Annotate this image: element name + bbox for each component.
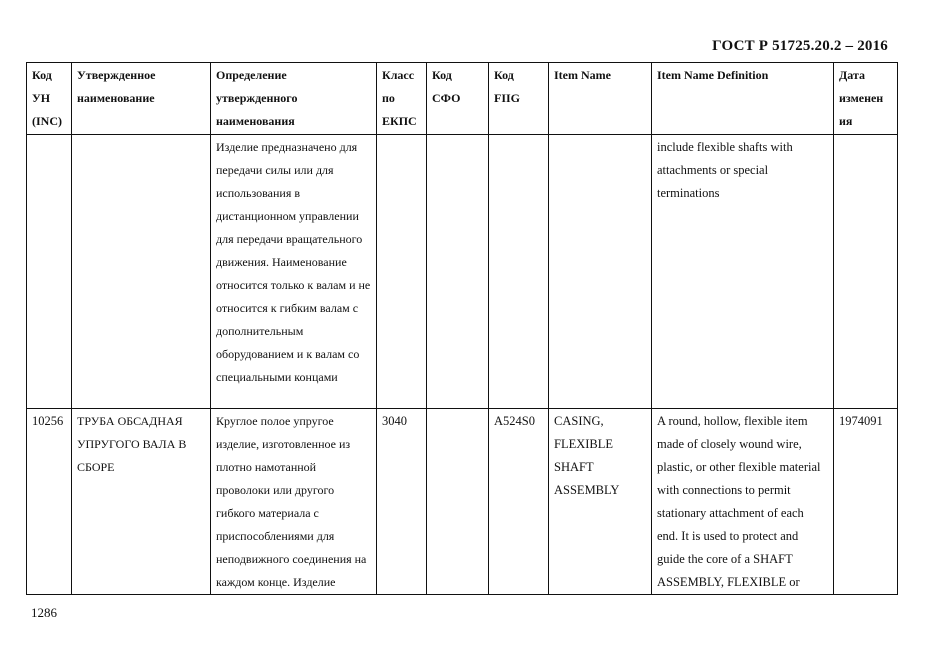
cell-item-name: CASING, FLEXIBLE SHAFT ASSEMBLY	[549, 409, 652, 595]
header-name-definition: Определение утвержденного наименования	[211, 63, 377, 135]
catalog-table	[26, 62, 898, 595]
cell-sfo	[427, 409, 489, 595]
cell-sfo	[427, 135, 489, 409]
header-ekps-class: Класс по ЕКПС	[377, 63, 427, 135]
header-item-name-definition: Item Name Definition	[652, 63, 834, 135]
header-fiig-code: Код FIIG	[489, 63, 549, 135]
header-sfo-code: Код СФО	[427, 63, 489, 135]
document-standard-title: ГОСТ Р 51725.20.2 – 2016	[712, 38, 888, 54]
cell-inc	[27, 135, 72, 409]
cell-date: 1974091	[834, 409, 898, 595]
header-change-date: Дата изменен ия	[834, 63, 898, 135]
table-header-row	[27, 63, 898, 135]
cell-item-definition: A round, hollow, flexible item made of closely wound wire, plastic, or other flexible material with connections to permit stationary attachment of each end. It is used to protect and guide the core of a SHAFT ASSEMBLY, FLEXIBLE or	[652, 409, 834, 595]
cell-definition: Круглое полое упругое изделие, изготовленное из плотно намотанной проволоки или другого гибкого материала с приспособлениями для неподвижного соединения на каждом конце. Изделие	[211, 409, 377, 595]
page-number: 1286	[31, 605, 57, 620]
cell-approved-name	[72, 135, 211, 409]
cell-class	[377, 135, 427, 409]
cell-item-name	[549, 135, 652, 409]
cell-fiig	[489, 135, 549, 409]
cell-fiig: A524S0	[489, 409, 549, 595]
table-row	[27, 409, 898, 595]
cell-inc: 10256	[27, 409, 72, 595]
header-inc-code: Код УН (INC)	[27, 63, 72, 135]
cell-item-definition: include flexible shafts with attachments or special terminations	[652, 135, 834, 409]
cell-class: 3040	[377, 409, 427, 595]
cell-definition: Изделие предназначено для передачи силы или для использования в дистанционном управлении для передачи вращательного движения. Наименование относится только к валам и не относится к гибким валам с дополнительным оборудованием и к валам со специальными концами	[211, 135, 377, 409]
header-approved-name: Утвержденное наименование	[72, 63, 211, 135]
header-item-name: Item Name	[549, 63, 652, 135]
cell-approved-name: ТРУБА ОБСАДНАЯ УПРУГОГО ВАЛА В СБОРЕ	[72, 409, 211, 595]
table-row	[27, 135, 898, 409]
cell-date	[834, 135, 898, 409]
